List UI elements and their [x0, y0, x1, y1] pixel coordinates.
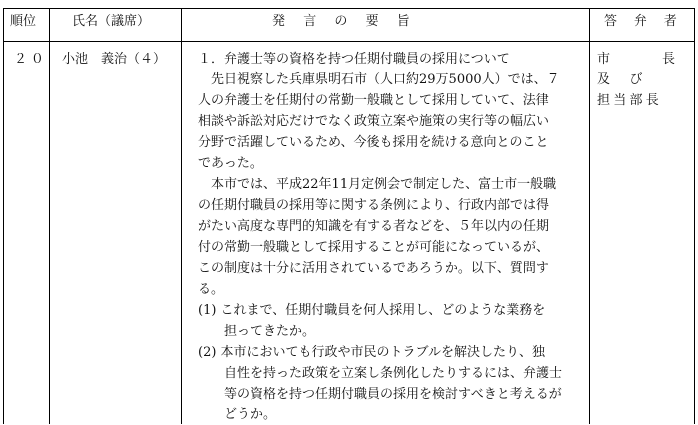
header-rank: 順位: [10, 14, 37, 29]
remarks-line: であった。: [198, 156, 263, 171]
remarks-line: 付の常勤一般職として採用することが可能になっているが、: [198, 240, 550, 255]
remarks-line: 分野で活躍しているため、今後も採用を続ける意向とのこと: [198, 135, 549, 150]
remarks-line: の任期付職員の採用等に関する条例により、行政内部では得: [198, 198, 550, 213]
remarks-line: 等の資格を持つ任期付職員の採用を検討すべきと考えるが: [198, 387, 562, 402]
remarks-line: (2) 本市においても行政や市民のトラブルを解決したり、独: [198, 345, 546, 360]
col-divider-content: [589, 8, 590, 424]
table-left-border: [3, 8, 4, 424]
remarks-line: る。: [198, 282, 225, 297]
header-name-seat: 氏名（議席）: [72, 14, 151, 29]
responder-dept-head: 担当部長: [597, 93, 663, 108]
member-name: 小池 義治（４）: [62, 52, 167, 67]
remarks-line: 本市では、平成22年11月定例会で制定した、富士市一般職: [198, 177, 557, 192]
responder-and: 及 び: [597, 72, 646, 87]
remarks-line: (1) これまで、任期付職員を何人採用し、どのような業務を: [198, 303, 546, 318]
remarks-line: 人の弁護士を任期付の常勤一般職として採用していて、法律: [198, 93, 549, 108]
remarks-line: 自性を持った政策を立案し条例化したりするには、弁護士: [198, 366, 563, 381]
remarks-line: 担ってきたか。: [198, 324, 316, 339]
table-top-border: [3, 8, 695, 9]
col-divider-name: [181, 8, 182, 424]
header-responder: 答 弁 者: [604, 14, 679, 29]
responder-mayor: 市 長: [597, 52, 676, 67]
table-right-border: [694, 8, 695, 424]
rank-number: ２０: [14, 52, 48, 67]
header-bottom-border: [3, 41, 695, 42]
remarks-line: この制度は十分に活用されているであろうか。以下、質問す: [198, 261, 549, 276]
col-divider-no: [49, 8, 50, 424]
remarks-line: どうか。: [198, 407, 277, 422]
remarks-line: １．弁護士等の資格を持つ任期付職員の採用について: [198, 52, 510, 67]
remarks-line: 先日視察した兵庫県明石市（人口約29万5000人）では、７: [198, 72, 560, 87]
remarks-line: 相談や訴訟対応だけでなく政策立案や施策の実行等の幅広い: [198, 114, 550, 129]
remarks-line: がたい高度な専門的知識を有する者などを、５年以内の任期: [198, 219, 550, 234]
header-remarks-summary: 発 言 の 要 旨: [272, 14, 413, 29]
